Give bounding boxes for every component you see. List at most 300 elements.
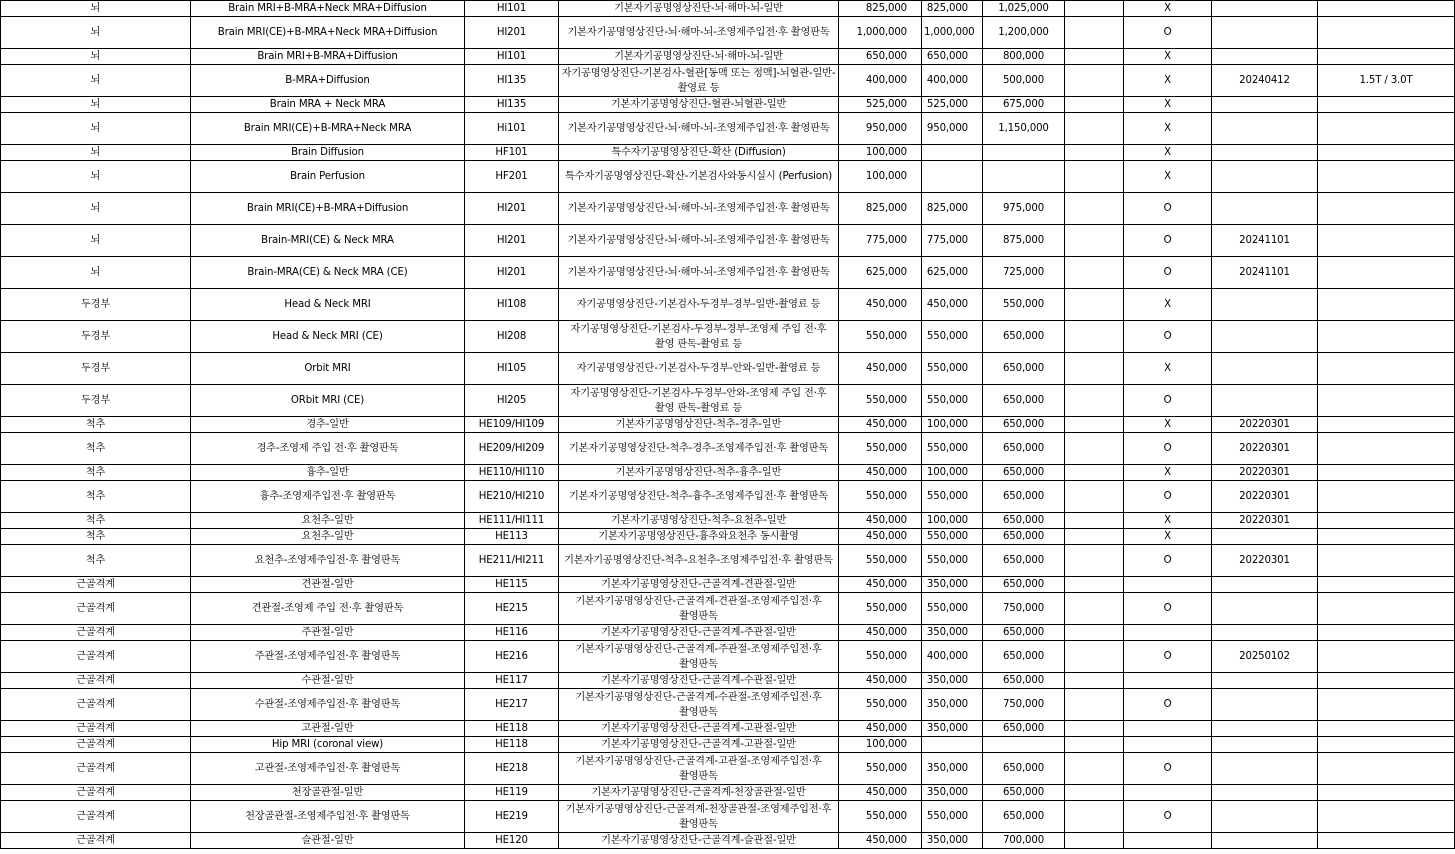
cell-contrast[interactable]: X — [1124, 113, 1212, 145]
cell-blank[interactable] — [1065, 641, 1124, 673]
cell-date[interactable] — [1212, 833, 1318, 849]
cell-description[interactable]: 기본자기공명영상진단-척추-경추-조영제주입전·후 촬영판독 — [559, 433, 839, 465]
cell-exam-name[interactable]: 고관절-조영제주입전·후 촬영판독 — [191, 753, 465, 785]
cell-description[interactable]: 기본자기공명영상진단-근골격계-견관절-일반 — [559, 577, 839, 593]
cell-code[interactable]: HI108 — [465, 289, 559, 321]
cell-contrast[interactable]: X — [1124, 513, 1212, 529]
cell-blank[interactable] — [1065, 161, 1124, 193]
cell-part[interactable]: 근골격계 — [1, 721, 191, 737]
cell-exam-name[interactable]: 흉추-조영제주입전·후 촬영판독 — [191, 481, 465, 513]
cell-blank[interactable] — [1065, 65, 1124, 97]
cell-date[interactable] — [1212, 113, 1318, 145]
cell-contrast[interactable]: O — [1124, 225, 1212, 257]
cell-blank[interactable] — [1065, 673, 1124, 689]
cell-exam-name[interactable]: Brain MRA + Neck MRA — [191, 97, 465, 113]
cell-note[interactable] — [1318, 529, 1455, 545]
cell-price-3[interactable]: 750,000 — [983, 593, 1065, 625]
cell-price-2[interactable]: 550,000 — [922, 801, 983, 833]
cell-description[interactable]: 기본자기공명영상진단-척추-흉추-조영제주입전·후 촬영판독 — [559, 481, 839, 513]
cell-date[interactable] — [1212, 161, 1318, 193]
cell-description[interactable]: 기본자기공명영상진단-뇌·해마-뇌-일반 — [559, 49, 839, 65]
cell-price-2[interactable]: 100,000 — [922, 513, 983, 529]
cell-blank[interactable] — [1065, 529, 1124, 545]
cell-description[interactable]: 기본자기공명영상진단-근골격계-고관절-일반 — [559, 721, 839, 737]
cell-price-3[interactable]: 800,000 — [983, 49, 1065, 65]
cell-exam-name[interactable]: 경추-조영제 주입 전·후 촬영판독 — [191, 433, 465, 465]
cell-blank[interactable] — [1065, 225, 1124, 257]
cell-contrast[interactable]: O — [1124, 801, 1212, 833]
cell-blank[interactable] — [1065, 1, 1124, 17]
cell-exam-name[interactable]: Brain MRI(CE)+B-MRA+Diffusion — [191, 193, 465, 225]
cell-blank[interactable] — [1065, 577, 1124, 593]
cell-price-2[interactable]: 650,000 — [922, 49, 983, 65]
cell-exam-name[interactable]: Brain Diffusion — [191, 145, 465, 161]
cell-part[interactable]: 뇌 — [1, 65, 191, 97]
cell-price-1[interactable]: 550,000 — [839, 481, 922, 513]
cell-date[interactable]: 20220301 — [1212, 417, 1318, 433]
cell-exam-name[interactable]: 요천추-일반 — [191, 513, 465, 529]
cell-exam-name[interactable]: 천장골관절-일반 — [191, 785, 465, 801]
cell-blank[interactable] — [1065, 193, 1124, 225]
cell-price-2[interactable]: 550,000 — [922, 593, 983, 625]
cell-date[interactable]: 20220301 — [1212, 481, 1318, 513]
cell-price-1[interactable]: 100,000 — [839, 737, 922, 753]
cell-price-1[interactable]: 1,000,000 — [839, 17, 922, 49]
cell-price-2[interactable]: 100,000 — [922, 465, 983, 481]
cell-blank[interactable] — [1065, 625, 1124, 641]
cell-price-3[interactable] — [983, 161, 1065, 193]
cell-description[interactable]: 자기공명영상진단-기본검사-혈관[동맥 또는 정맥]-뇌혈관-일반-촬영료 등 — [559, 65, 839, 97]
cell-blank[interactable] — [1065, 49, 1124, 65]
cell-part[interactable]: 근골격계 — [1, 785, 191, 801]
cell-exam-name[interactable]: 흉추-일반 — [191, 465, 465, 481]
cell-code[interactable]: HI135 — [465, 97, 559, 113]
cell-blank[interactable] — [1065, 465, 1124, 481]
cell-part[interactable]: 뇌 — [1, 49, 191, 65]
cell-code[interactable]: HE210/HI210 — [465, 481, 559, 513]
cell-price-3[interactable]: 650,000 — [983, 465, 1065, 481]
cell-description[interactable]: 기본자기공명영상진단-근골격계-주관절-조영제주입전·후 촬영판독 — [559, 641, 839, 673]
cell-price-1[interactable]: 450,000 — [839, 577, 922, 593]
cell-price-2[interactable]: 350,000 — [922, 785, 983, 801]
cell-note[interactable] — [1318, 193, 1455, 225]
cell-price-3[interactable]: 650,000 — [983, 577, 1065, 593]
cell-price-2[interactable]: 350,000 — [922, 753, 983, 785]
cell-note[interactable] — [1318, 689, 1455, 721]
cell-price-3[interactable]: 650,000 — [983, 385, 1065, 417]
cell-price-3[interactable]: 650,000 — [983, 481, 1065, 513]
cell-contrast[interactable]: X — [1124, 97, 1212, 113]
cell-note[interactable] — [1318, 593, 1455, 625]
cell-price-3[interactable]: 725,000 — [983, 257, 1065, 289]
cell-code[interactable]: HE113 — [465, 529, 559, 545]
cell-code[interactable]: HE116 — [465, 625, 559, 641]
cell-description[interactable]: 기본자기공명영상진단-척추-흉추-일반 — [559, 465, 839, 481]
cell-price-2[interactable]: 350,000 — [922, 577, 983, 593]
cell-part[interactable]: 뇌 — [1, 225, 191, 257]
cell-part[interactable]: 척추 — [1, 513, 191, 529]
cell-part[interactable]: 근골격계 — [1, 753, 191, 785]
cell-price-3[interactable]: 650,000 — [983, 721, 1065, 737]
cell-note[interactable] — [1318, 481, 1455, 513]
cell-price-3[interactable]: 650,000 — [983, 529, 1065, 545]
cell-note[interactable] — [1318, 721, 1455, 737]
cell-exam-name[interactable]: 요천추-일반 — [191, 529, 465, 545]
cell-part[interactable]: 두경부 — [1, 289, 191, 321]
cell-description[interactable]: 기본자기공명영상진단-근골격계-고관절-일반 — [559, 737, 839, 753]
cell-code[interactable]: HE111/HI111 — [465, 513, 559, 529]
cell-description[interactable]: 기본자기공명영상진단-뇌·해마-뇌-조영제주입전·후 촬영판독 — [559, 257, 839, 289]
cell-code[interactable]: HI105 — [465, 353, 559, 385]
cell-code[interactable]: HE211/HI211 — [465, 545, 559, 577]
cell-part[interactable]: 뇌 — [1, 17, 191, 49]
cell-note[interactable] — [1318, 49, 1455, 65]
cell-note[interactable] — [1318, 577, 1455, 593]
cell-part[interactable]: 근골격계 — [1, 737, 191, 753]
cell-price-2[interactable]: 825,000 — [922, 1, 983, 17]
cell-description[interactable]: 기본자기공명영상진단-근골격계-주관절-일반 — [559, 625, 839, 641]
cell-price-1[interactable]: 400,000 — [839, 65, 922, 97]
cell-description[interactable]: 기본자기공명영상진단-뇌·해마-뇌-조영제주입전·후 촬영판독 — [559, 113, 839, 145]
cell-description[interactable]: 기본자기공명영상진단-척추-경추-일반 — [559, 417, 839, 433]
cell-date[interactable] — [1212, 193, 1318, 225]
cell-price-1[interactable]: 450,000 — [839, 673, 922, 689]
cell-exam-name[interactable]: Head & Neck MRI — [191, 289, 465, 321]
cell-price-2[interactable]: 950,000 — [922, 113, 983, 145]
cell-exam-name[interactable]: 주관절-조영제주입전·후 촬영판독 — [191, 641, 465, 673]
cell-code[interactable]: HI135 — [465, 65, 559, 97]
cell-part[interactable]: 뇌 — [1, 145, 191, 161]
cell-note[interactable] — [1318, 785, 1455, 801]
cell-contrast[interactable]: O — [1124, 593, 1212, 625]
cell-date[interactable] — [1212, 721, 1318, 737]
cell-date[interactable] — [1212, 753, 1318, 785]
cell-note[interactable] — [1318, 801, 1455, 833]
cell-price-2[interactable] — [922, 737, 983, 753]
cell-price-3[interactable] — [983, 145, 1065, 161]
cell-blank[interactable] — [1065, 513, 1124, 529]
cell-description[interactable]: 기본자기공명영상진단-혈관-뇌혈관-일반 — [559, 97, 839, 113]
cell-description[interactable]: 특수자기공명영상진단-확산-기본검사와동시실시 (Perfusion) — [559, 161, 839, 193]
cell-date[interactable]: 20250102 — [1212, 641, 1318, 673]
cell-blank[interactable] — [1065, 145, 1124, 161]
cell-price-3[interactable]: 650,000 — [983, 545, 1065, 577]
cell-code[interactable]: HE216 — [465, 641, 559, 673]
cell-price-3[interactable]: 650,000 — [983, 801, 1065, 833]
cell-description[interactable]: 기본자기공명영상진단-근골격계-슬관절-일반 — [559, 833, 839, 849]
cell-blank[interactable] — [1065, 289, 1124, 321]
cell-date[interactable]: 20220301 — [1212, 545, 1318, 577]
cell-date[interactable] — [1212, 689, 1318, 721]
cell-note[interactable] — [1318, 417, 1455, 433]
cell-date[interactable]: 20220301 — [1212, 433, 1318, 465]
cell-date[interactable] — [1212, 289, 1318, 321]
cell-price-3[interactable]: 650,000 — [983, 321, 1065, 353]
cell-exam-name[interactable]: 수관절-일반 — [191, 673, 465, 689]
cell-price-1[interactable]: 100,000 — [839, 161, 922, 193]
cell-blank[interactable] — [1065, 689, 1124, 721]
cell-price-3[interactable]: 675,000 — [983, 97, 1065, 113]
cell-part[interactable]: 두경부 — [1, 321, 191, 353]
cell-part[interactable]: 뇌 — [1, 257, 191, 289]
cell-blank[interactable] — [1065, 385, 1124, 417]
cell-note[interactable]: 1.5T / 3.0T — [1318, 65, 1455, 97]
cell-price-3[interactable]: 650,000 — [983, 513, 1065, 529]
cell-contrast[interactable]: O — [1124, 17, 1212, 49]
cell-price-1[interactable]: 450,000 — [839, 289, 922, 321]
cell-date[interactable] — [1212, 49, 1318, 65]
cell-price-1[interactable]: 550,000 — [839, 385, 922, 417]
cell-note[interactable] — [1318, 513, 1455, 529]
cell-code[interactable]: HE218 — [465, 753, 559, 785]
cell-blank[interactable] — [1065, 417, 1124, 433]
cell-contrast[interactable] — [1124, 785, 1212, 801]
cell-date[interactable] — [1212, 145, 1318, 161]
cell-description[interactable]: 기본자기공명영상진단-뇌·해마-뇌-조영제주입전·후 촬영판독 — [559, 193, 839, 225]
cell-blank[interactable] — [1065, 433, 1124, 465]
cell-exam-name[interactable]: Brain MRI+B-MRA+Neck MRA+Diffusion — [191, 1, 465, 17]
cell-part[interactable]: 척추 — [1, 481, 191, 513]
cell-price-1[interactable]: 450,000 — [839, 417, 922, 433]
cell-date[interactable]: 20241101 — [1212, 257, 1318, 289]
cell-description[interactable]: 기본자기공명영상진단-뇌·해마-뇌-조영제주입전·후 촬영판독 — [559, 225, 839, 257]
cell-price-1[interactable]: 550,000 — [839, 689, 922, 721]
cell-contrast[interactable]: X — [1124, 1, 1212, 17]
cell-price-3[interactable]: 1,150,000 — [983, 113, 1065, 145]
cell-date[interactable] — [1212, 17, 1318, 49]
cell-blank[interactable] — [1065, 113, 1124, 145]
cell-part[interactable]: 뇌 — [1, 97, 191, 113]
cell-blank[interactable] — [1065, 833, 1124, 849]
cell-part[interactable]: 뇌 — [1, 193, 191, 225]
cell-price-3[interactable]: 975,000 — [983, 193, 1065, 225]
cell-date[interactable] — [1212, 593, 1318, 625]
cell-price-3[interactable]: 650,000 — [983, 625, 1065, 641]
cell-price-2[interactable]: 625,000 — [922, 257, 983, 289]
cell-date[interactable] — [1212, 385, 1318, 417]
cell-part[interactable]: 근골격계 — [1, 577, 191, 593]
cell-price-1[interactable]: 450,000 — [839, 353, 922, 385]
cell-code[interactable]: HE115 — [465, 577, 559, 593]
cell-code[interactable]: HE110/HI110 — [465, 465, 559, 481]
cell-date[interactable] — [1212, 1, 1318, 17]
cell-blank[interactable] — [1065, 481, 1124, 513]
cell-date[interactable]: 20220301 — [1212, 465, 1318, 481]
cell-price-2[interactable]: 350,000 — [922, 833, 983, 849]
cell-exam-name[interactable]: Brain MRI(CE)+B-MRA+Neck MRA — [191, 113, 465, 145]
cell-note[interactable] — [1318, 145, 1455, 161]
cell-code[interactable]: HE120 — [465, 833, 559, 849]
cell-contrast[interactable]: O — [1124, 641, 1212, 673]
cell-price-2[interactable]: 550,000 — [922, 481, 983, 513]
cell-price-1[interactable]: 650,000 — [839, 49, 922, 65]
cell-exam-name[interactable]: 견관절-일반 — [191, 577, 465, 593]
cell-price-3[interactable] — [983, 737, 1065, 753]
cell-price-3[interactable]: 550,000 — [983, 289, 1065, 321]
cell-note[interactable] — [1318, 353, 1455, 385]
cell-blank[interactable] — [1065, 721, 1124, 737]
cell-price-3[interactable]: 650,000 — [983, 753, 1065, 785]
cell-note[interactable] — [1318, 321, 1455, 353]
cell-contrast[interactable]: X — [1124, 65, 1212, 97]
cell-price-2[interactable]: 525,000 — [922, 97, 983, 113]
cell-price-1[interactable]: 450,000 — [839, 465, 922, 481]
cell-contrast[interactable]: X — [1124, 289, 1212, 321]
cell-note[interactable] — [1318, 257, 1455, 289]
cell-note[interactable] — [1318, 97, 1455, 113]
cell-note[interactable] — [1318, 225, 1455, 257]
cell-part[interactable]: 척추 — [1, 465, 191, 481]
cell-code[interactable]: HE109/HI109 — [465, 417, 559, 433]
cell-contrast[interactable]: O — [1124, 193, 1212, 225]
cell-price-2[interactable]: 350,000 — [922, 673, 983, 689]
cell-price-1[interactable]: 950,000 — [839, 113, 922, 145]
cell-note[interactable] — [1318, 17, 1455, 49]
cell-blank[interactable] — [1065, 753, 1124, 785]
cell-description[interactable]: 자기공명영상진단-기본검사-두경부-경부-조영제 주입 전·후 촬영 판독-촬영료 등 — [559, 321, 839, 353]
cell-exam-name[interactable]: B-MRA+Diffusion — [191, 65, 465, 97]
cell-date[interactable]: 20240412 — [1212, 65, 1318, 97]
cell-price-3[interactable]: 650,000 — [983, 673, 1065, 689]
cell-code[interactable]: HE118 — [465, 721, 559, 737]
cell-date[interactable] — [1212, 625, 1318, 641]
cell-blank[interactable] — [1065, 593, 1124, 625]
cell-description[interactable]: 기본자기공명영상진단-근골격계-수관절-조영제주입전·후 촬영판독 — [559, 689, 839, 721]
cell-contrast[interactable]: X — [1124, 353, 1212, 385]
cell-note[interactable] — [1318, 1, 1455, 17]
cell-contrast[interactable]: X — [1124, 465, 1212, 481]
cell-date[interactable]: 20220301 — [1212, 513, 1318, 529]
cell-code[interactable]: HI101 — [465, 1, 559, 17]
cell-description[interactable]: 자기공명영상진단-기본검사-두경부-안와-일반-촬영료 등 — [559, 353, 839, 385]
cell-price-2[interactable]: 550,000 — [922, 529, 983, 545]
cell-code[interactable]: HI101 — [465, 49, 559, 65]
cell-contrast[interactable]: X — [1124, 417, 1212, 433]
cell-part[interactable]: 근골격계 — [1, 689, 191, 721]
cell-contrast[interactable]: O — [1124, 753, 1212, 785]
cell-exam-name[interactable]: Brain Perfusion — [191, 161, 465, 193]
cell-contrast[interactable] — [1124, 625, 1212, 641]
cell-price-3[interactable]: 650,000 — [983, 641, 1065, 673]
cell-part[interactable]: 척추 — [1, 529, 191, 545]
cell-description[interactable]: 기본자기공명영상진단-뇌·해마-뇌-일반 — [559, 1, 839, 17]
cell-code[interactable]: HI205 — [465, 385, 559, 417]
cell-price-1[interactable]: 825,000 — [839, 1, 922, 17]
cell-code[interactable]: Hi101 — [465, 113, 559, 145]
cell-price-1[interactable]: 450,000 — [839, 529, 922, 545]
cell-price-3[interactable]: 1,025,000 — [983, 1, 1065, 17]
cell-description[interactable]: 기본자기공명영상진단-근골격계-천장골관절-일반 — [559, 785, 839, 801]
cell-note[interactable] — [1318, 385, 1455, 417]
cell-note[interactable] — [1318, 289, 1455, 321]
cell-date[interactable] — [1212, 353, 1318, 385]
cell-price-2[interactable]: 550,000 — [922, 545, 983, 577]
cell-code[interactable]: HE119 — [465, 785, 559, 801]
cell-code[interactable]: HE118 — [465, 737, 559, 753]
cell-contrast[interactable]: X — [1124, 529, 1212, 545]
cell-price-1[interactable]: 825,000 — [839, 193, 922, 225]
cell-exam-name[interactable]: 요천추-조영제주입전·후 촬영판독 — [191, 545, 465, 577]
cell-price-1[interactable]: 450,000 — [839, 625, 922, 641]
cell-price-3[interactable]: 650,000 — [983, 785, 1065, 801]
cell-part[interactable]: 뇌 — [1, 161, 191, 193]
cell-price-1[interactable]: 525,000 — [839, 97, 922, 113]
cell-part[interactable]: 척추 — [1, 433, 191, 465]
cell-blank[interactable] — [1065, 545, 1124, 577]
cell-contrast[interactable] — [1124, 737, 1212, 753]
cell-price-1[interactable]: 550,000 — [839, 545, 922, 577]
cell-date[interactable] — [1212, 785, 1318, 801]
cell-description[interactable]: 기본자기공명영상진단-근골격계-고관절-조영제주입전·후 촬영판독 — [559, 753, 839, 785]
cell-part[interactable]: 뇌 — [1, 1, 191, 17]
cell-note[interactable] — [1318, 161, 1455, 193]
cell-price-2[interactable]: 775,000 — [922, 225, 983, 257]
cell-exam-name[interactable]: 견관절-조영제 주입 전·후 촬영판독 — [191, 593, 465, 625]
cell-blank[interactable] — [1065, 353, 1124, 385]
cell-price-2[interactable]: 550,000 — [922, 353, 983, 385]
cell-date[interactable] — [1212, 801, 1318, 833]
cell-date[interactable] — [1212, 577, 1318, 593]
cell-price-2[interactable]: 825,000 — [922, 193, 983, 225]
cell-code[interactable]: HI201 — [465, 17, 559, 49]
cell-price-1[interactable]: 550,000 — [839, 433, 922, 465]
cell-exam-name[interactable]: 주관절-일반 — [191, 625, 465, 641]
cell-price-2[interactable]: 550,000 — [922, 433, 983, 465]
cell-contrast[interactable]: O — [1124, 321, 1212, 353]
cell-contrast[interactable] — [1124, 577, 1212, 593]
cell-exam-name[interactable]: Brain MRI+B-MRA+Diffusion — [191, 49, 465, 65]
cell-note[interactable] — [1318, 737, 1455, 753]
cell-price-1[interactable]: 100,000 — [839, 145, 922, 161]
cell-part[interactable]: 뇌 — [1, 113, 191, 145]
cell-contrast[interactable]: O — [1124, 385, 1212, 417]
cell-description[interactable]: 기본자기공명영상진단-척추-요천추-일반 — [559, 513, 839, 529]
cell-code[interactable]: HE209/HI209 — [465, 433, 559, 465]
cell-date[interactable] — [1212, 737, 1318, 753]
cell-contrast[interactable]: O — [1124, 689, 1212, 721]
cell-part[interactable]: 두경부 — [1, 353, 191, 385]
cell-exam-name[interactable]: Orbit MRI — [191, 353, 465, 385]
cell-date[interactable] — [1212, 673, 1318, 689]
cell-code[interactable]: HE215 — [465, 593, 559, 625]
cell-exam-name[interactable]: Brain-MRA(CE) & Neck MRA (CE) — [191, 257, 465, 289]
cell-price-3[interactable]: 650,000 — [983, 417, 1065, 433]
cell-contrast[interactable]: O — [1124, 545, 1212, 577]
cell-contrast[interactable] — [1124, 833, 1212, 849]
cell-date[interactable] — [1212, 321, 1318, 353]
cell-note[interactable] — [1318, 465, 1455, 481]
cell-contrast[interactable] — [1124, 673, 1212, 689]
cell-exam-name[interactable]: 경추-일반 — [191, 417, 465, 433]
cell-code[interactable]: HF101 — [465, 145, 559, 161]
cell-price-3[interactable]: 750,000 — [983, 689, 1065, 721]
cell-contrast[interactable]: X — [1124, 145, 1212, 161]
cell-price-2[interactable]: 400,000 — [922, 641, 983, 673]
cell-contrast[interactable] — [1124, 721, 1212, 737]
cell-price-3[interactable]: 1,200,000 — [983, 17, 1065, 49]
cell-price-3[interactable]: 700,000 — [983, 833, 1065, 849]
cell-note[interactable] — [1318, 625, 1455, 641]
cell-contrast[interactable]: X — [1124, 49, 1212, 65]
cell-price-1[interactable]: 775,000 — [839, 225, 922, 257]
cell-date[interactable]: 20241101 — [1212, 225, 1318, 257]
cell-contrast[interactable]: O — [1124, 433, 1212, 465]
cell-part[interactable]: 근골격계 — [1, 641, 191, 673]
cell-description[interactable]: 기본자기공명영상진단-흉추와요천추 동시촬영 — [559, 529, 839, 545]
cell-blank[interactable] — [1065, 97, 1124, 113]
cell-code[interactable]: HE219 — [465, 801, 559, 833]
cell-exam-name[interactable]: 천장골관절-조영제주입전·후 촬영판독 — [191, 801, 465, 833]
